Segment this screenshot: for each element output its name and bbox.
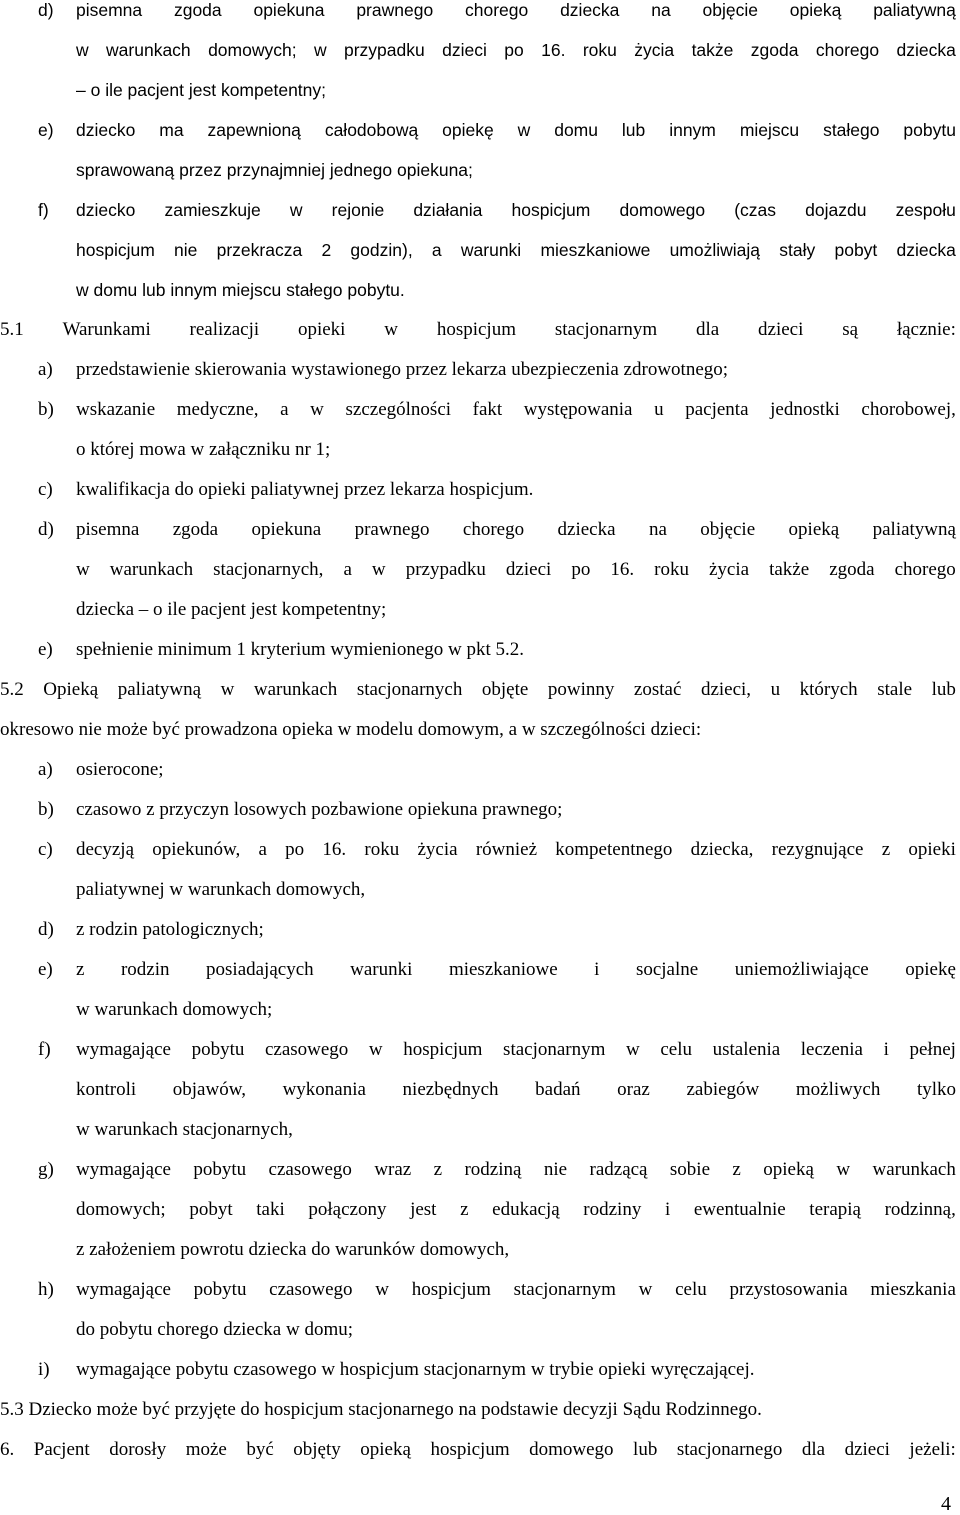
text-line: 5.1 Warunkami realizacji opieki w hospicjum stacjonarnym dla dzieci są łącznie: <box>0 319 956 340</box>
text-line: pisemna zgoda opiekuna prawnego chorego dziecka na objęcie opieką paliatywną <box>76 519 956 540</box>
text-line: wymagające pobytu czasowego wraz z rodziną nie radzącą sobie z opieką w warunkach <box>76 1159 956 1180</box>
text-line: w warunkach domowych; w przypadku dzieci po 16. roku życia także zgoda chorego dziecka <box>76 40 956 60</box>
text-line: wymagające pobytu czasowego w hospicjum stacjonarnym w trybie opieki wyręczającej. <box>76 1359 755 1380</box>
text-line: w warunkach domowych; <box>76 999 273 1020</box>
text-line: kontroli objawów, wykonania niezbędnych badań oraz zabiegów możliwych tylko <box>76 1079 956 1100</box>
list-marker: d) <box>38 519 54 540</box>
text-line: wymagające pobytu czasowego w hospicjum stacjonarnym w celu przystosowania mieszkania <box>76 1279 956 1300</box>
text-line: domowych; pobyt taki połączony jest z edukacją rodziny i ewentualnie terapią rodzinną, <box>76 1199 956 1220</box>
text-line: do pobytu chorego dziecka w domu; <box>76 1319 354 1340</box>
text-line: 6. Pacjent dorosły może być objęty opieką hospicjum domowego lub stacjonarnego dla dzieci jeżeli: <box>0 1439 956 1460</box>
list-marker: a) <box>38 759 53 780</box>
text-line: dziecka – o ile pacjent jest kompetentny; <box>76 599 387 620</box>
list-marker: c) <box>38 479 53 500</box>
list-marker: f) <box>38 1039 51 1060</box>
list-marker: i) <box>38 1359 50 1380</box>
text-line: pisemna zgoda opiekuna prawnego chorego dziecka na objęcie opieką paliatywną <box>76 0 956 20</box>
text-line: dziecko zamieszkuje w rejonie działania hospicjum domowego (czas dojazdu zespołu <box>76 200 956 220</box>
text-line: hospicjum nie przekracza 2 godzin), a warunki mieszkaniowe umożliwiają stały pobyt dziecka <box>76 240 956 260</box>
list-marker: g) <box>38 1159 54 1180</box>
text-line: spełnienie minimum 1 kryterium wymienionego w pkt 5.2. <box>76 639 525 660</box>
text-line: okresowo nie może być prowadzona opieka w modelu domowym, a w szczególności dzieci: <box>0 719 702 740</box>
list-marker: a) <box>38 359 53 380</box>
text-line: w warunkach stacjonarnych, a w przypadku dzieci po 16. roku życia także zgoda chorego <box>76 559 956 580</box>
text-line: z rodzin patologicznych; <box>76 919 264 940</box>
list-marker: e) <box>38 639 53 660</box>
text-line: w warunkach stacjonarnych, <box>76 1119 293 1140</box>
text-line: o której mowa w załączniku nr 1; <box>76 439 331 460</box>
text-line: w domu lub innym miejscu stałego pobytu. <box>76 280 405 300</box>
list-marker: c) <box>38 839 53 860</box>
text-line: osierocone; <box>76 759 164 780</box>
text-line: przedstawienie skierowania wystawionego przez lekarza ubezpieczenia zdrowotnego; <box>76 359 729 380</box>
text-line: 5.2 Opieką paliatywną w warunkach stacjonarnych objęte powinny zostać dzieci, u których stale lub <box>0 679 956 700</box>
text-line: dziecko ma zapewnioną całodobową opiekę w domu lub innym miejscu stałego pobytu <box>76 120 956 140</box>
text-line: z rodzin posiadających warunki mieszkaniowe i socjalne uniemożliwiające opiekę <box>76 959 956 980</box>
text-line: – o ile pacjent jest kompetentny; <box>76 80 327 100</box>
list-marker: h) <box>38 1279 54 1300</box>
page-number: 4 <box>941 1493 951 1515</box>
list-marker: b) <box>38 399 54 420</box>
text-line: czasowo z przyczyn losowych pozbawione opiekuna prawnego; <box>76 799 563 820</box>
text-line: sprawowaną przez przynajmniej jednego opiekuna; <box>76 160 473 180</box>
list-marker: d) <box>38 919 54 940</box>
list-marker: e) <box>38 120 54 140</box>
list-marker: f) <box>38 200 49 220</box>
list-marker: d) <box>38 0 54 20</box>
text-line: kwalifikacja do opieki paliatywnej przez lekarza hospicjum. <box>76 479 534 500</box>
list-marker: b) <box>38 799 54 820</box>
text-line: wskazanie medyczne, a w szczególności fakt występowania u pacjenta jednostki chorobowej, <box>76 399 956 420</box>
text-line: wymagające pobytu czasowego w hospicjum stacjonarnym w celu ustalenia leczenia i pełnej <box>76 1039 956 1060</box>
text-line: paliatywnej w warunkach domowych, <box>76 879 366 900</box>
text-line: z założeniem powrotu dziecka do warunków domowych, <box>76 1239 510 1260</box>
text-line: 5.3 Dziecko może być przyjęte do hospicjum stacjonarnego na podstawie decyzji Sądu Rodzinnego. <box>0 1399 762 1420</box>
list-marker: e) <box>38 959 53 980</box>
text-line: decyzją opiekunów, a po 16. roku życia również kompetentnego dziecka, rezygnujące z opieki <box>76 839 956 860</box>
